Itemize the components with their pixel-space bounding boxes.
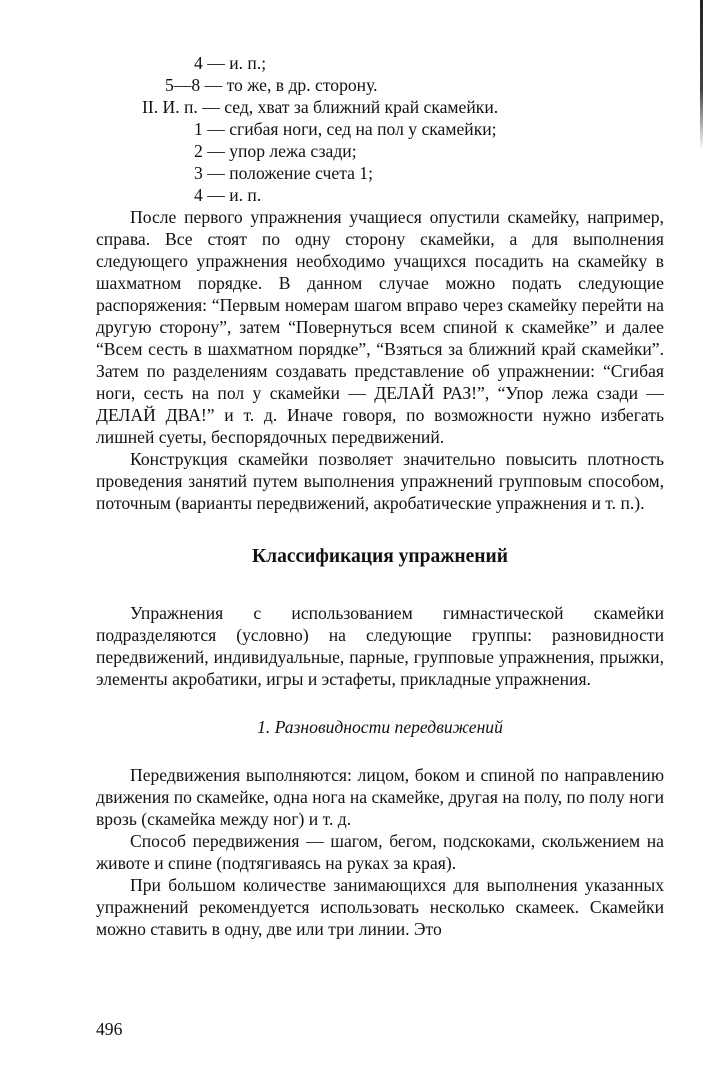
- body-paragraph: Передвижения выполняются: лицом, боком и спиной по направлению движения по скамейке, одна нога на скамейке, другая на полу, по полу ноги врозь (скамейка между ног) и т. д.: [96, 765, 664, 829]
- page-number: 496: [96, 1019, 123, 1039]
- page-content: [96, 52, 664, 940]
- subsection-heading: 1. Разновидности передвижений: [257, 717, 503, 737]
- exercise-line: 4 — и. п.;: [194, 53, 267, 73]
- body-paragraph: Способ передвижения — шагом, бегом, подскоками, скольжением на животе и спине (подтягиваясь на руках за края).: [96, 831, 664, 873]
- body-paragraph: Конструкция скамейки позволяет значительно повысить плотность проведения занятий путем выполнения упражнений групповым способом, поточным (варианты передвижений, акробатические упражнения и т. п.).: [96, 449, 664, 513]
- section-heading: Классификация упражнений: [251, 546, 508, 567]
- page-binding-edge: [700, 0, 703, 150]
- exercise-line: 3 — положение счета 1;: [194, 163, 373, 183]
- exercise-line: 2 — упор лежа сзади;: [194, 141, 357, 161]
- body-paragraph: После первого упражнения учащиеся опустили скамейку, например, справа. Все стоят по одну сторону скамейки, а для выполнения следующего упражнения необходимо учащихся посадить на скамейку в шахматном порядке. В данном случае можно подать следующие распоряжения: “Первым номерам шагом вправо через скамейку перейти на другую сторону”, затем “Повернуться всем спиной к скамейке” и далее “Всем сесть в шахматном порядке”, “Взяться за ближний край скамейки”. Затем по разделениям создавать представление об упражнении: “Сгибая ноги, сесть на пол у скамейки — ДЕЛАЙ РАЗ!”, “Упор лежа сзади — ДЕЛАЙ ДВА!” и т. д. Иначе говоря, по возможности нужно избегать лишней суеты, беспорядочных передвижений.: [96, 207, 664, 447]
- exercise-line: II. И. п. — сед, хват за ближний край скамейки.: [142, 97, 499, 117]
- exercise-line: 4 — и. п.: [194, 185, 262, 205]
- body-paragraph: При большом количестве занимающихся для выполнения указанных упражнений рекомендуется использовать несколько скамеек. Скамейки можно ставить в одну, две или три линии. Это: [96, 875, 664, 939]
- exercise-list: [96, 52, 664, 206]
- exercise-line: 5—8 — то же, в др. сторону.: [165, 75, 378, 95]
- section-intro-paragraph: Упражнения с использованием гимнастической скамейки подразделяются (условно) на следующие группы: разновидности передвижений, индивидуальные, парные, групповые упражнения, прыжки, элементы акробатики, игры и эстафеты, прикладные упражнения.: [96, 603, 664, 689]
- exercise-line: 1 — сгибая ноги, сед на пол у скамейки;: [194, 119, 497, 139]
